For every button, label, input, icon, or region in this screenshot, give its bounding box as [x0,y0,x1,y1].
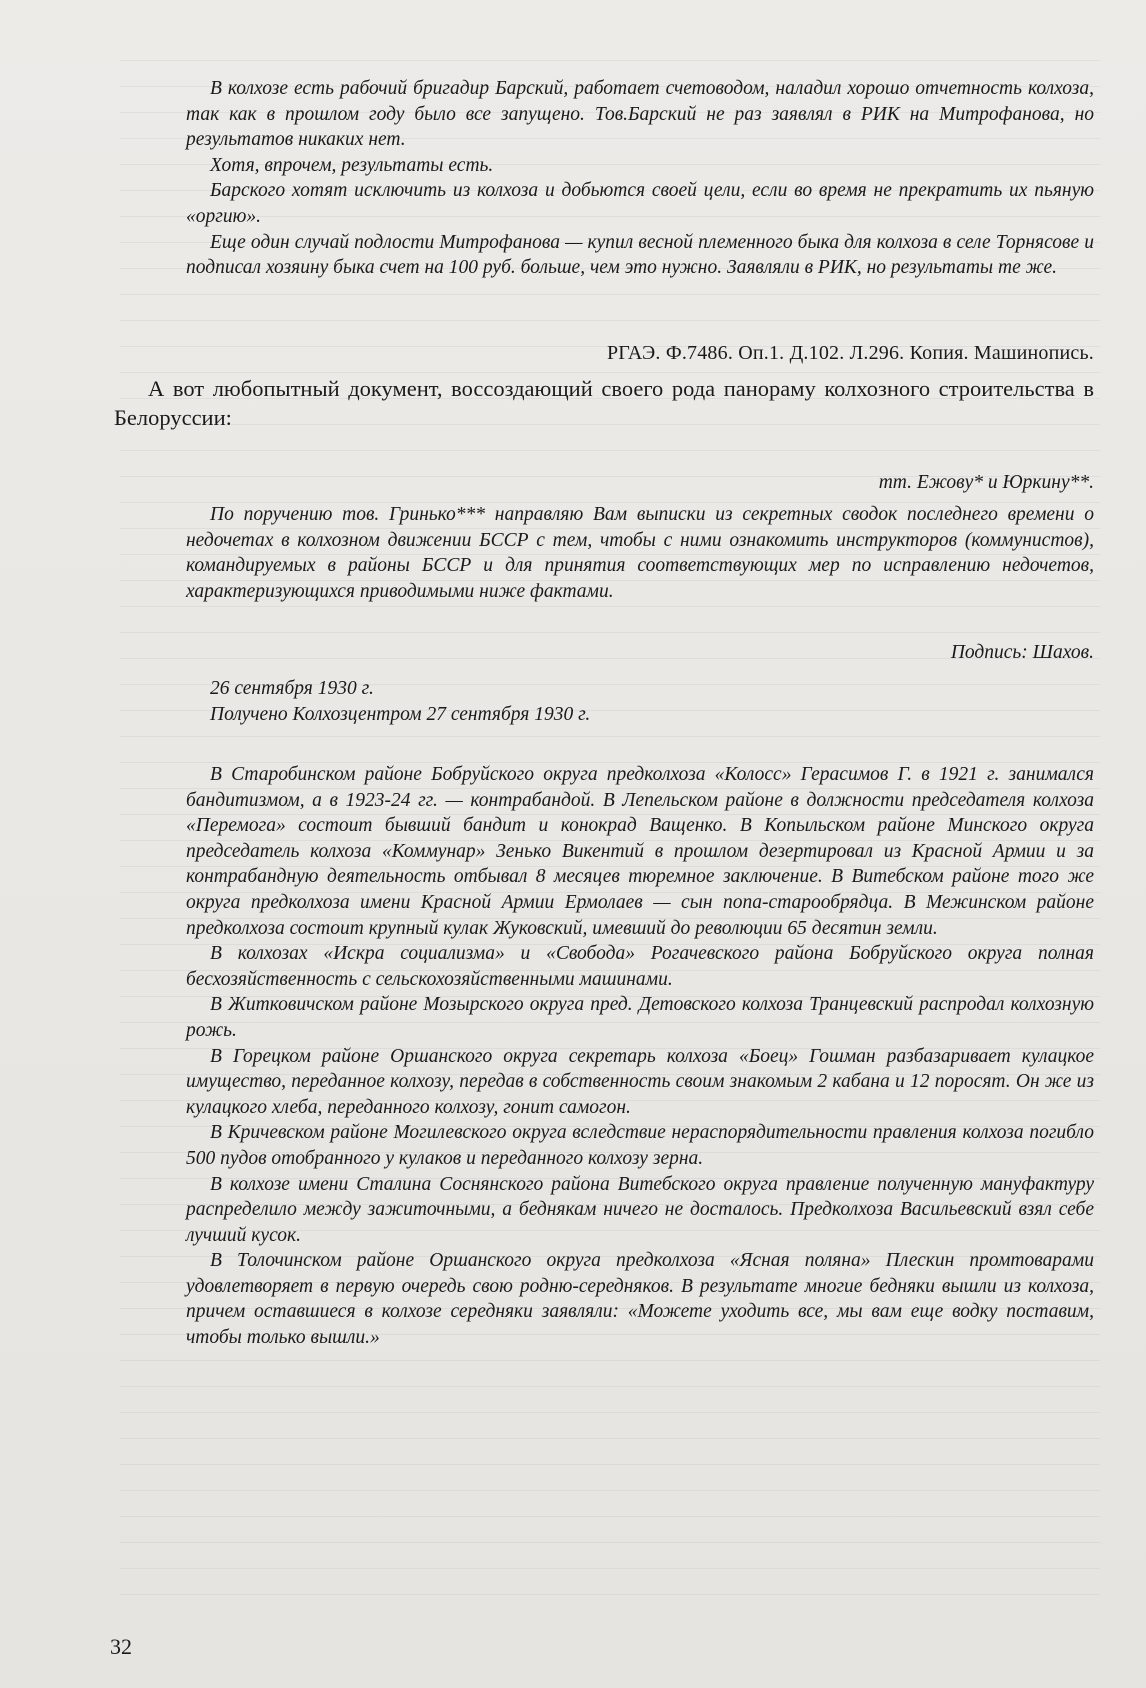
author-intro-paragraph [114,374,1094,432]
paragraph: А вот любопытный документ, воссоздающий своего рода панораму колхозного строительства в Белоруссии: [114,376,1094,430]
page-number: 32 [110,1634,132,1659]
paragraph: Барского хотят исключить из колхоза и добьются своей цели, если во время не прекратить их пьяную «оргию». [186,180,1094,227]
quoted-document-part1 [186,76,1094,281]
paragraph: В Толочинском районе Оршанского округа предколхоза «Ясная поляна» Плескин промтоварами удовлетворяет в первую очередь свою родню-середняков. В результате многие бедняки вышли из колхоза, причем оставшиеся в колхозе середняки заявляли: «Можете уходить все, мы вам еще водку поставим, чтобы только вышли.» [186,1250,1094,1349]
paragraph: По поручению тов. Гринько*** направляю Вам выписки из секретных сводок последнего времени о недочетах в колхозном движении БССР с тем, чтобы с ними ознакомить инструкторов (коммунистов), командируемых в районы БССР и для принятия соответствующих мер по исправлению недочетов, характеризующихся приводимыми ниже фактами. [186,504,1094,602]
received-line: Получено Колхозцентром 27 сентября 1930 г. [210,703,591,725]
paragraph: В Кричевском районе Могилевского округа вследствие нераспорядительности правления колхоза погибло 500 пудов отобранного у кулаков и переданного колхозу зерна. [186,1122,1094,1169]
paragraph: В Старобинском районе Бобруйского округа предколхоза «Колосс» Герасимов Г. в 1921 г. занимался бандитизмом, а в 1923-24 гг. — контрабандой. В Лепельском районе в должности председателя колхоза «Перемога» состоит бывший бандит и конокрад Ващенко. В Копыльском районе Минского округа председатель колхоза «Коммунар» Зенько Викентий в прошлом дезертировал из Красной Армии и за контрабандную деятельность отбывал 8 месяцев тюремное заключение. В Витебском районе того же округа предколхоза имени Красной Армии Ермолаев — сын попа-старообрядца. В Межинском районе предколхоза состоит крупный кулак Жуковский, имевший до революции 65 десятин земли. [186,764,1094,939]
paragraph: В Горецком районе Оршанского округа секретарь колхоза «Боец» Гошман разбазаривает кулацкое имущество, переданное колхозу, передав в собственность своим знакомым 2 кабана и 12 поросят. Он же из кулацкого хлеба, переданного колхозу, гонит самогон. [186,1045,1094,1118]
addressee-line: тт. Ежову* и Юркину**. [878,472,1094,493]
archive-source-citation: РГАЭ. Ф.7486. Оп.1. Д.102. Л.296. Копия. Машинопись. [606,342,1094,364]
paragraph: В Житковичском районе Мозырского округа пред. Детовского колхоза Транцевский распродал колхозную рожь. [186,994,1094,1041]
paragraph: Хотя, впрочем, результаты есть. [210,154,494,176]
cover-letter [186,502,1094,604]
quoted-document-part2 [186,762,1094,1351]
paragraph: В колхозе есть рабочий бригадир Барский, работает счетоводом, наладил хорошо отчетность колхоза, так как в прошлом году было все запущено. Тов.Барский не раз заявлял в РИК на Митрофанова, но результатов никаких нет. [186,78,1094,151]
date-block [186,676,1094,727]
paragraph: В колхозе имени Сталина Соснянского района Витебского округа правление полученную мануфактуру распределило между зажиточными, а беднякам ничего не досталось. Предколхоза Васильевский взял себе лучший кусок. [186,1173,1094,1246]
signature-line: Подпись: Шахов. [950,642,1094,663]
date-line: 26 сентября 1930 г. [210,678,374,699]
paragraph: В колхозах «Искра социализма» и «Свобода» Рогачевского района Бобруйского округа полная бесхозяйственность с сельскохозяйственными машинами. [186,943,1094,990]
paragraph: Еще один случай подлости Митрофанова — купил весной племенного быка для колхоза в селе Торнясове и подписал хозяину быка счет на 100 руб. больше, чем это нужно. Заявляли в РИК, но результаты те же. [186,231,1094,279]
